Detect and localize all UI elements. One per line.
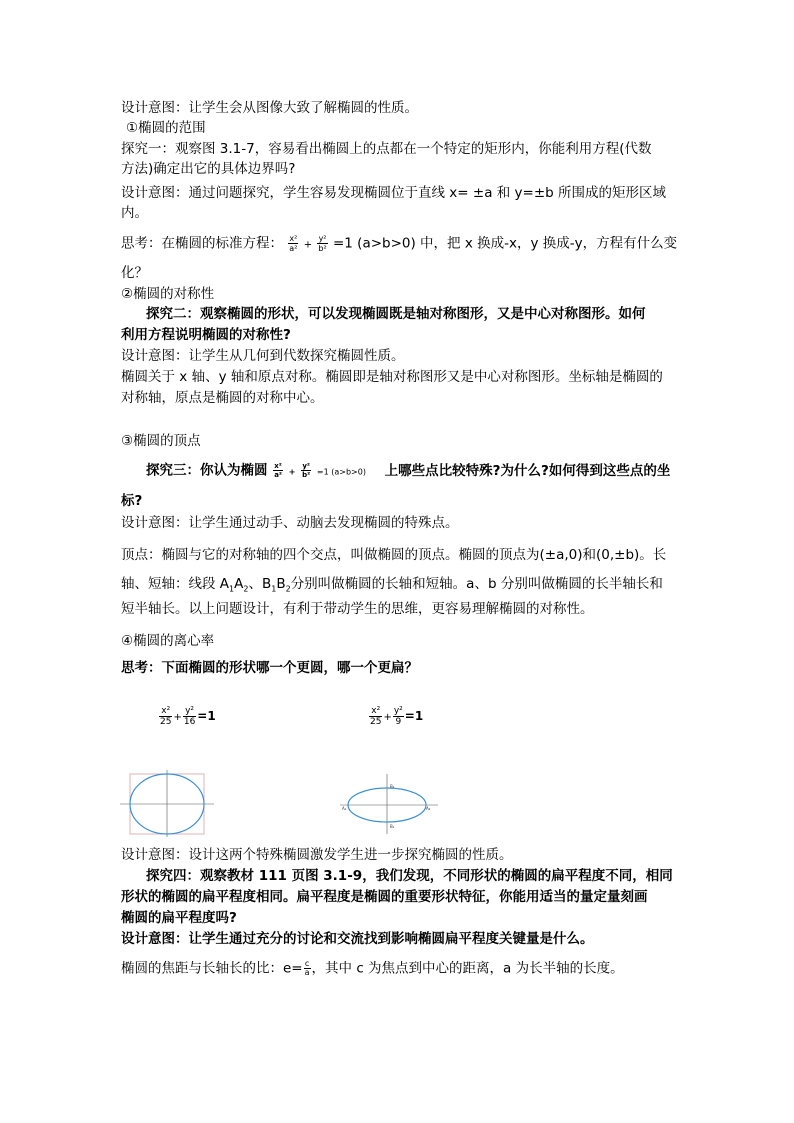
axis-text-e: 分别叫做椭圆的长轴和短轴。a、b 分别叫做椭圆的长半轴长和 [290,576,663,592]
symmetry-line-1: 椭圆关于 x 轴、y 轴和原点对称。椭圆即是轴对称图形又是中心对称图形。坐标轴是椭圆的 [121,369,663,385]
frac-c-a: $\frac{c}{a}$ [304,959,310,977]
vertices-line-3: 短半轴长。以上问题设计，有利于带动学生的思维，更容易理解椭圆的对称性。 [121,601,594,617]
design-intent-2-cont: 内。 [121,205,148,221]
label-a1: A₁ [342,806,347,811]
heading-vertices: ③椭圆的顶点 [121,433,201,449]
frac-y2-b2-small: $\frac{\text{y²}}{\text{b²}}$ [302,462,311,479]
explore-3-text-c: 上哪些点比较特殊?为什么?如何得到这些点的坐 [384,462,671,479]
eq2-frac-x: $\frac{\text{x²}}{25}$ [370,706,382,727]
axis-text-d: B [276,576,286,592]
frac-y2-b2: $\frac{\text{y²}}{\text{b²}}$ [318,234,327,253]
design-intent-3: 设计意图：让学生从几何到代数探究椭圆性质。 [121,348,405,364]
explore-3-line-2: 标? [121,493,143,509]
think-standard-equation [121,234,677,254]
frac-x2-a2-small: $\frac{\text{x²}}{\text{a²}}$ [274,462,282,479]
eq2-frac-y: $\frac{\text{y²}}{9}$ [393,706,403,727]
design-intent-4: 设计意图：让学生通过动手、动脑去发现椭圆的特殊点。 [121,515,459,531]
symmetry-line-2: 对称轴，原点是椭圆的对称中心。 [121,390,324,406]
frac-x2-a2: $\frac{\text{x²}}{\text{a²}}$ [289,234,298,253]
ellipse-equation-2 [368,706,423,727]
eq1-rhs: =1 [197,709,216,723]
design-intent-2: 设计意图：通过问题探究，学生容易发现椭圆位于直线 x= ±a 和 y=±b 所围成的矩形区域 [121,185,667,201]
heading-eccentricity: ④椭圆的离心率 [121,633,215,649]
axis-text-a: 轴、短轴：线段 A [121,576,230,592]
sub-2: 2 [243,584,249,594]
ellipse-equation-1 [158,706,216,727]
explore-1-line-1: 探究一：观察图 3.1-7，容易看出椭圆上的点都在一个特定的矩形内，你能利用方程(代数 [121,141,652,157]
ecc-text-b: ，其中 c 为焦点到中心的距离，a 为长半轴的长度。 [311,960,624,977]
eq2-plus: + [383,712,392,723]
explore-4-line-2: 形状的椭圆的扁平程度相同。扁平程度是椭圆的重要形状特征，你能用适当的量定量刻画 [121,889,648,905]
eq1-frac-y: $\frac{\text{y²}}{16}$ [183,706,196,727]
explore-3-equation-rhs: =1 (a>b>0) [316,467,366,477]
explore-4-line-1: 探究四：观察教材 111 页图 3.1-9，我们发现，不同形状的椭圆的扁平程度不同，相同 [146,868,673,884]
label-a2: A₂ [426,806,431,811]
vertices-line-2 [121,576,663,598]
ecc-text-a: 椭圆的焦距与长轴长的比：e= [121,960,303,977]
axis-text-b: A [234,576,244,592]
vertices-line-1: 顶点：椭圆与它的对称轴的四个交点，叫做椭圆的顶点。椭圆的顶点为(±a,0)和(0,±b)。长 [121,547,667,563]
eq1-frac-x: $\frac{\text{x²}}{25}$ [160,706,172,727]
axis-text-c: 、B [248,576,272,592]
label-b1: B₁ [390,824,395,829]
sub-4: 2 [285,584,291,594]
heading-range: ①椭圆的范围 [126,120,206,136]
sub-1: 1 [229,584,235,594]
eq2-rhs: =1 [404,709,424,723]
eq1-plus: + [173,712,182,723]
design-intent-1: 设计意图：让学生会从图像大致了解椭圆的性质。 [121,100,418,116]
ellipse-figure-1 [118,768,218,838]
sub-3: 1 [271,584,277,594]
explore-2-line-1: 探究二：观察椭圆的形状，可以发现椭圆既是轴对称图形，又是中心对称图形。如何 [146,306,646,322]
explore-4-line-3: 椭圆的扁平程度吗? [121,910,237,926]
explore-3-line-1 [146,462,670,481]
explore-3-text-a: 探究三：你认为椭圆 [146,462,268,479]
think-text-b: =1 (a>b>0) 中，把 x 换成-x，y 换成-y，方程有什么变 [332,235,678,252]
eccentricity-definition [121,960,624,978]
think-text-a: 思考：在椭圆的标准方程： [121,235,283,252]
ellipse-figure-2 [338,772,442,836]
explore-2-line-2: 利用方程说明椭圆的对称性? [121,327,291,343]
plus-sign: + [303,239,313,251]
design-intent-6: 设计意图：让学生通过充分的讨论和交流找到影响椭圆扁平程度关键量是什么。 [121,931,594,947]
plus-sign-small: + [288,467,296,477]
explore-1-line-2: 方法)确定出它的具体边界吗? [121,161,296,177]
label-b2: B₂ [390,784,395,789]
heading-symmetry: ②椭圆的对称性 [121,286,215,302]
design-intent-5: 设计意图：设计这两个特殊椭圆激发学生进一步探究椭圆的性质。 [121,847,513,863]
think-which-rounder: 思考：下面椭圆的形状哪一个更圆，哪一个更扁？ [121,660,418,676]
think-cont: 化？ [121,265,148,281]
